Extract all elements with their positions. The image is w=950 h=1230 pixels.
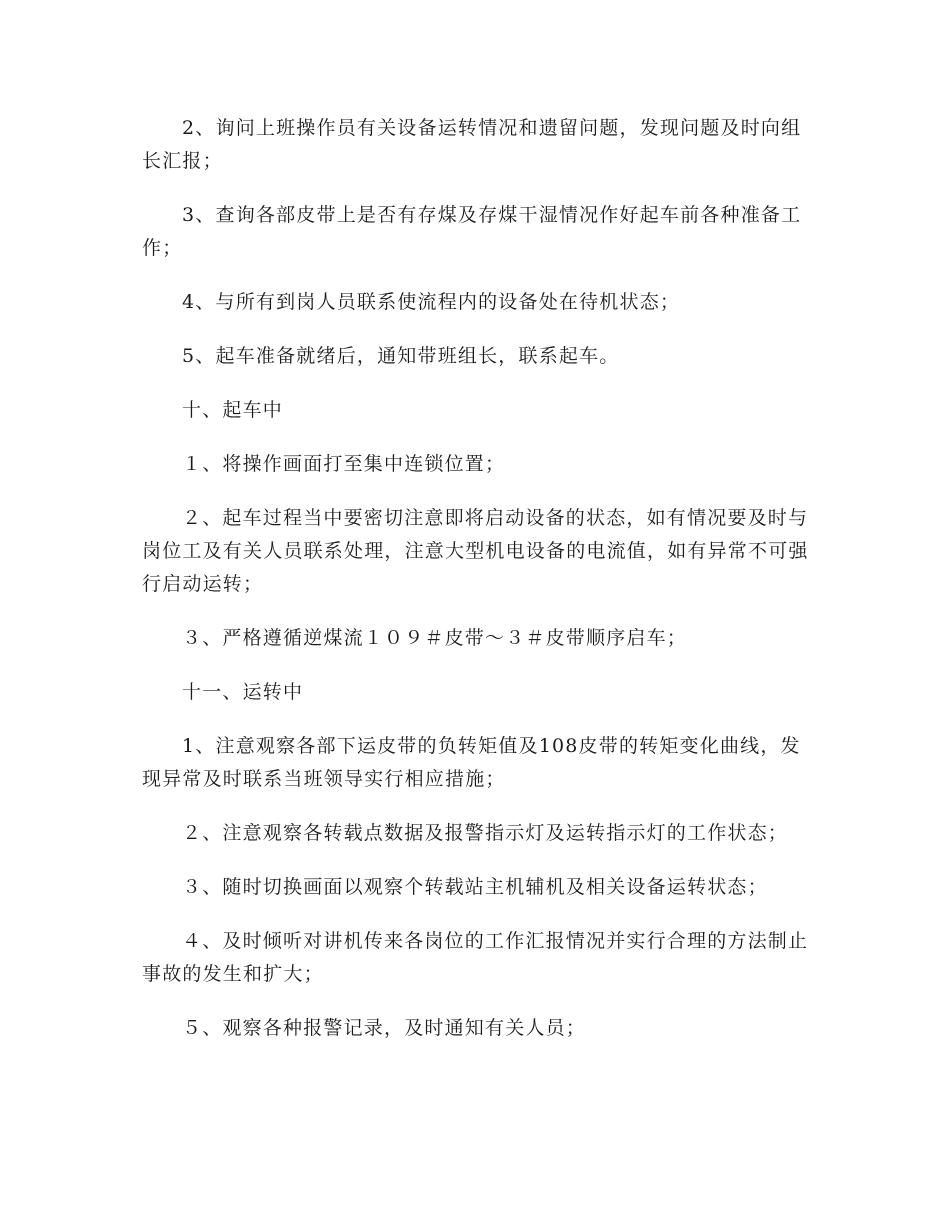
paragraph-3-start-sequence: ３、严格遵循逆煤流１０９＃皮带～３＃皮带顺序启车； [182,627,688,649]
paragraph-5-alarm-records: ５、观察各种报警记录，及时通知有关人员； [182,1017,587,1039]
paragraph-1-observe-torque: 1、注意观察各部下运皮带的负转矩值及108皮带的转矩变化曲线，发现异常及时联系当班领导实行相应措施； [142,735,801,790]
paragraph-2-observe-indicators: ２、注意观察各转载点数据及报警指示灯及运转指示灯的工作状态； [182,822,789,844]
paragraph-2-monitor-startup: ２、起车过程当中要密切注意即将启动设备的状态，如有情况要及时与岗位工及有关人员联系处理，注意大型机电设备的电流值，如有异常不可强行启动运转； [142,507,809,595]
paragraph-3-check-belt-coal: 3、查询各部皮带上是否有存煤及存煤干湿情况作好起车前各种准备工作； [142,204,802,259]
paragraph-5-ready-to-start: 5、起车准备就绪后，通知带班组长，联系起车。 [182,345,620,367]
paragraph-4-standby-state: 4、与所有到岗人员联系使流程内的设备处在待机状态； [182,291,681,313]
section-heading-running: 十一、运转中 [182,681,304,703]
paragraph-3-switch-screens: ３、随时切换画面以观察个转载站主机辅机及相关设备运转状态； [182,876,768,898]
paragraph-1-central-interlock: １、将操作画面打至集中连锁位置； [182,453,506,475]
document-body [142,112,812,1066]
paragraph-2-inquire-previous-shift: 2、询问上班操作员有关设备运转情况和遗留问题，发现问题及时向组长汇报； [142,117,802,172]
paragraph-4-listen-intercom: ４、及时倾听对讲机传来各岗位的工作汇报情况并实行合理的方法制止事故的发生和扩大； [142,930,809,985]
section-heading-starting: 十、起车中 [182,399,284,421]
